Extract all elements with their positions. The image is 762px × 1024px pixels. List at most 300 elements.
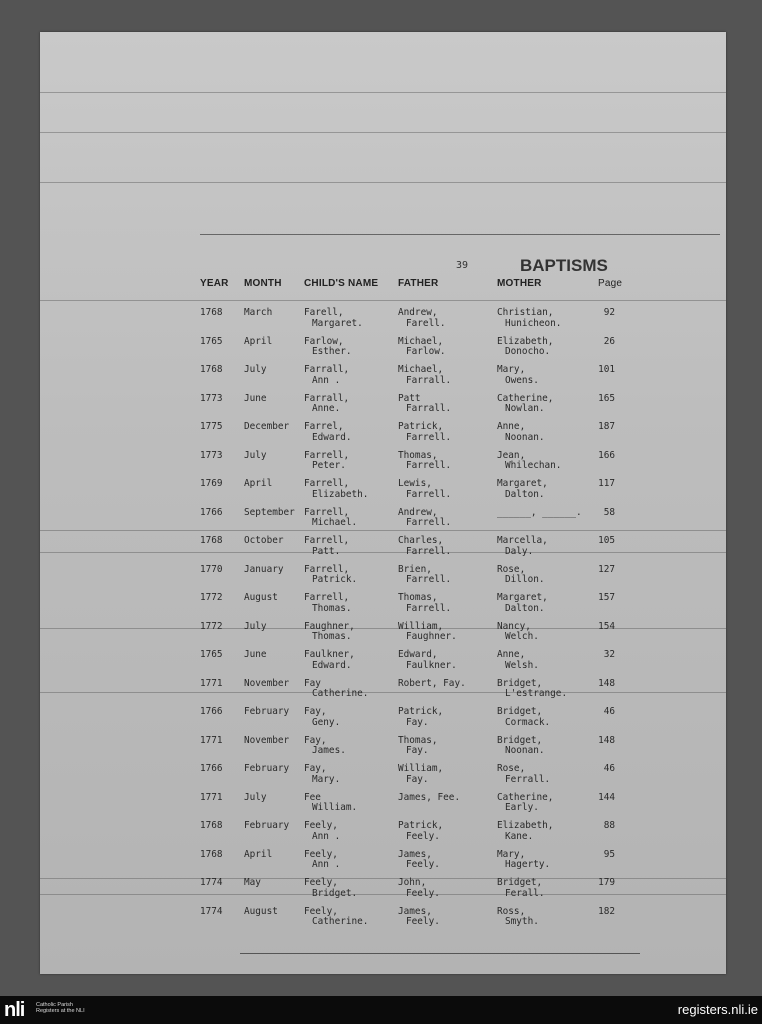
- entry-child-name-line1: Feely,: [304, 905, 338, 917]
- entry-mother-line1: Nancy,: [497, 620, 531, 632]
- entry-page-line1: 117: [598, 478, 615, 489]
- entry-father: [398, 308, 446, 329]
- entry-mother-line2: Daly.: [505, 545, 534, 557]
- entry-month-line1: February: [244, 820, 290, 831]
- entry-month-line1: April: [244, 478, 273, 489]
- entry-child-name-line1: Farrell,: [304, 592, 350, 603]
- entry-page: [595, 878, 615, 889]
- table-row: [40, 508, 726, 537]
- entry-father-line2: Farrell.: [406, 602, 452, 614]
- entry-child-name: [304, 479, 368, 500]
- entry-mother: [497, 821, 553, 842]
- entry-month-line1: February: [244, 706, 290, 717]
- entry-father-line2: Farell.: [406, 317, 446, 329]
- entry-mother: [497, 622, 539, 643]
- entry-page-line1: 148: [598, 734, 615, 746]
- entry-child-name-line2: Ann .: [312, 374, 341, 386]
- entry-mother: [497, 907, 539, 928]
- entry-mother-line2: Noonan.: [505, 745, 545, 756]
- entry-mother-line1: Mary,: [497, 848, 526, 860]
- table-row: [40, 736, 726, 765]
- entry-child-name: [304, 821, 340, 842]
- entry-page: [595, 365, 615, 376]
- entry-month: [244, 479, 272, 490]
- entry-month-line1: February: [244, 763, 290, 774]
- entry-mother-line2: Early.: [505, 802, 539, 813]
- entry-year: [200, 394, 223, 405]
- entry-child-name-line1: Fee: [304, 791, 321, 803]
- entry-child-name-line1: Faulkner,: [304, 649, 355, 660]
- entry-mother-line1: Margaret,: [497, 592, 548, 603]
- entry-year-line1: 1771: [200, 734, 223, 746]
- entry-page: [595, 821, 615, 832]
- entry-page-line1: 144: [598, 791, 615, 803]
- entry-child-name-line2: Catherine.: [312, 916, 369, 927]
- entry-mother-line1: Bridget,: [497, 706, 543, 717]
- entry-month: [244, 907, 278, 918]
- entry-page-line1: 101: [598, 364, 615, 375]
- entry-father-line1: John,: [398, 877, 427, 888]
- entry-child-name-line1: Farrell,: [304, 535, 350, 546]
- table-row: [40, 565, 726, 594]
- entry-month: [244, 821, 289, 832]
- entry-year-line1: 1768: [200, 535, 223, 546]
- entry-father: [398, 422, 451, 443]
- entry-mother-line2: Ferrall.: [505, 773, 551, 785]
- entry-child-name-line1: Farrel,: [304, 421, 344, 432]
- entry-child-name-line1: Farrall,: [304, 392, 350, 404]
- entry-month-line1: August: [244, 905, 278, 917]
- entry-child-name-line2: Patrick.: [312, 574, 358, 585]
- entry-mother: [497, 337, 553, 358]
- entry-page: [595, 479, 615, 490]
- entry-year: [200, 565, 223, 576]
- entry-page: [595, 394, 615, 405]
- entry-year-line1: 1772: [200, 620, 223, 632]
- entry-year-line1: 1771: [200, 791, 223, 803]
- entry-father: [398, 679, 466, 690]
- entry-page: [595, 764, 615, 775]
- column-header-month: MONTH: [244, 278, 282, 289]
- entry-father-line2: Farrell.: [406, 574, 452, 585]
- entry-child-name: [304, 565, 357, 586]
- entry-page-line1: 46: [603, 763, 615, 774]
- entry-page: [595, 536, 615, 547]
- entry-child-name: [304, 878, 357, 899]
- entry-year: [200, 479, 223, 490]
- entry-mother-line1: Catherine,: [497, 791, 554, 803]
- entry-month: [244, 451, 267, 462]
- entry-year: [200, 337, 223, 348]
- entry-year: [200, 707, 223, 718]
- entry-mother-line1: Jean,: [497, 449, 526, 461]
- entry-child-name: [304, 679, 368, 700]
- entry-mother-line1: Anne,: [497, 649, 526, 660]
- entry-father-line1: Andrew,: [398, 506, 438, 518]
- entry-page-line1: 165: [598, 392, 615, 404]
- entry-year-line1: 1769: [200, 478, 223, 489]
- entry-page-line1: 182: [598, 905, 615, 917]
- entry-father-line1: Brien,: [398, 563, 432, 575]
- entry-page: [595, 850, 615, 861]
- table-row: [40, 907, 726, 936]
- entry-page-line1: 148: [598, 677, 615, 689]
- entry-mother: [497, 565, 545, 586]
- entry-year: [200, 850, 223, 861]
- entry-year: [200, 736, 223, 747]
- entry-mother-line2: Donocho.: [505, 346, 551, 357]
- entry-page-line1: 88: [603, 820, 615, 831]
- entry-father-line2: Feely.: [406, 887, 440, 899]
- entry-father-line2: Farrell.: [406, 545, 452, 557]
- entry-father-line1: Michael,: [398, 364, 444, 375]
- entry-mother-line2: Hagerty.: [505, 859, 551, 870]
- entry-year: [200, 878, 223, 889]
- entry-mother-line2: L'estrange.: [505, 688, 568, 699]
- entry-child-name-line2: Elizabeth.: [312, 488, 369, 500]
- entry-month: [244, 878, 261, 889]
- table-row: [40, 308, 726, 337]
- entry-father-line1: Michael,: [398, 335, 444, 347]
- entry-month-line1: June: [244, 649, 267, 660]
- table-row: [40, 707, 726, 736]
- entry-child-name: [304, 622, 355, 643]
- entry-year: [200, 422, 223, 433]
- entry-month-line1: April: [244, 848, 273, 860]
- entry-child-name-line2: Thomas.: [312, 602, 352, 614]
- entry-mother-line1: Ross,: [497, 905, 526, 917]
- entry-year-line1: 1765: [200, 335, 223, 347]
- entry-child-name: [304, 365, 349, 386]
- entry-year: [200, 650, 223, 661]
- entry-child-name-line2: Patt.: [312, 545, 341, 557]
- column-header-father: FATHER: [398, 278, 439, 289]
- entry-child-name: [304, 536, 349, 557]
- entry-year: [200, 821, 223, 832]
- entry-father-line1: Edward,: [398, 649, 438, 660]
- column-header-page: Page: [598, 278, 623, 289]
- entry-mother-line1: Marcella,: [497, 535, 548, 546]
- entry-mother: [497, 679, 567, 700]
- entry-month-line1: March: [244, 307, 273, 318]
- entry-page-line1: 46: [603, 706, 615, 717]
- entry-year: [200, 622, 223, 633]
- table-row: [40, 622, 726, 651]
- entry-father-line1: Andrew,: [398, 307, 438, 318]
- site-link[interactable]: registers.nli.ie: [677, 1002, 758, 1017]
- entry-month-line1: May: [244, 877, 261, 888]
- entry-child-name-line1: Farrell,: [304, 449, 350, 461]
- entry-year-line1: 1775: [200, 421, 223, 432]
- entry-month-line1: October: [244, 535, 284, 546]
- column-header-year: YEAR: [200, 278, 229, 289]
- entry-year-line1: 1773: [200, 449, 223, 461]
- footer-rule: [240, 953, 640, 954]
- entry-page-line1: 105: [598, 535, 615, 546]
- entry-page-line1: 187: [598, 421, 615, 432]
- entry-month: [244, 536, 284, 547]
- table-row: [40, 821, 726, 850]
- entry-child-name-line2: James.: [312, 745, 346, 756]
- entry-page-line1: 58: [603, 506, 615, 518]
- entry-month: [244, 593, 278, 604]
- entry-child-name: [304, 707, 340, 728]
- entry-father-line2: Feely.: [406, 916, 440, 927]
- entry-page: [595, 593, 615, 604]
- entry-year: [200, 451, 223, 462]
- baptism-entries: [40, 308, 726, 935]
- entry-child-name-line2: Anne.: [312, 403, 341, 414]
- entry-mother: [497, 536, 548, 557]
- entry-father: [398, 907, 440, 928]
- entry-month: [244, 793, 267, 804]
- entry-month: [244, 764, 289, 775]
- entry-page: [595, 451, 615, 462]
- entry-child-name-line2: Peter.: [312, 460, 346, 471]
- entry-mother: [497, 451, 561, 472]
- entry-father-line2: Farrall.: [406, 374, 452, 386]
- entry-page-line1: 166: [598, 449, 615, 461]
- entry-child-name: [304, 736, 346, 757]
- entry-mother-line1: Margaret,: [497, 478, 548, 489]
- entry-year: [200, 365, 223, 376]
- entry-mother: [497, 479, 548, 500]
- entry-father-line1: James, Fee.: [398, 791, 461, 803]
- entry-month: [244, 622, 267, 633]
- entry-child-name: [304, 422, 352, 443]
- entry-father-line1: Charles,: [398, 535, 444, 546]
- entry-mother-line2: Kane.: [505, 830, 534, 842]
- entry-child-name: [304, 451, 349, 472]
- entry-child-name-line2: Michael.: [312, 517, 358, 528]
- entry-father: [398, 508, 451, 529]
- entry-mother: [497, 793, 553, 814]
- entry-mother-line1: Elizabeth,: [497, 335, 554, 347]
- entry-mother-line2: Nowlan.: [505, 403, 545, 414]
- entry-month-line1: August: [244, 592, 278, 603]
- entry-page: [595, 793, 615, 804]
- entry-year-line1: 1768: [200, 820, 223, 831]
- entry-mother-line1: Anne,: [497, 421, 526, 432]
- entry-year: [200, 764, 223, 775]
- entry-father-line1: Patrick,: [398, 421, 444, 432]
- entry-month: [244, 394, 267, 405]
- entry-father-line2: Farrell.: [406, 517, 452, 528]
- entry-year: [200, 508, 223, 519]
- entry-year-line1: 1766: [200, 763, 223, 774]
- entry-month-line1: July: [244, 620, 267, 632]
- entry-child-name-line2: Geny.: [312, 716, 341, 728]
- entry-year: [200, 907, 223, 918]
- entry-mother: [497, 707, 550, 728]
- entry-page: [595, 337, 615, 348]
- entry-child-name-line2: Edward.: [312, 659, 352, 671]
- entry-father-line1: Robert, Fay.: [398, 677, 466, 689]
- entry-father: [398, 394, 451, 415]
- entry-mother-line1: Rose,: [497, 563, 526, 575]
- entry-mother: [497, 650, 539, 671]
- entry-year-line1: 1774: [200, 877, 223, 888]
- entry-mother-line2: Owens.: [505, 374, 539, 386]
- entry-year-line1: 1771: [200, 677, 223, 689]
- entry-year: [200, 793, 223, 804]
- entry-father-line1: William,: [398, 763, 444, 774]
- entry-mother-line1: Bridget,: [497, 734, 543, 746]
- entry-father-line2: Fay.: [406, 773, 429, 785]
- entry-page-line1: 92: [603, 307, 615, 318]
- entry-child-name: [304, 907, 368, 928]
- entry-mother: [497, 422, 545, 443]
- entry-year-line1: 1766: [200, 706, 223, 717]
- entry-month: [244, 707, 289, 718]
- entry-page: [595, 622, 615, 633]
- entry-month-line1: January: [244, 563, 284, 575]
- entry-father-line1: Patrick,: [398, 706, 444, 717]
- entry-page: [595, 508, 615, 519]
- entry-mother-line2: Whilechan.: [505, 460, 562, 471]
- entry-father: [398, 365, 451, 386]
- entry-father: [398, 479, 451, 500]
- logo-caption: Catholic Parish Registers at the NLI: [36, 1002, 85, 1014]
- entry-father: [398, 764, 443, 785]
- entry-child-name-line1: Fay,: [304, 706, 327, 717]
- entry-year-line1: 1765: [200, 649, 223, 660]
- entry-month-line1: April: [244, 335, 273, 347]
- entry-year-line1: 1766: [200, 506, 223, 518]
- entry-father: [398, 707, 443, 728]
- table-row: [40, 878, 726, 907]
- entry-child-name-line1: Faughner,: [304, 620, 355, 632]
- entry-child-name-line2: Bridget.: [312, 887, 358, 899]
- table-row: [40, 422, 726, 451]
- entry-father-line2: Farrell.: [406, 460, 452, 471]
- entry-page: [595, 565, 615, 576]
- entry-child-name: [304, 593, 352, 614]
- entry-father-line2: Farrall.: [406, 403, 452, 414]
- entry-month-line1: July: [244, 364, 267, 375]
- entry-father: [398, 536, 451, 557]
- entry-child-name-line1: Feely,: [304, 877, 338, 888]
- entry-page-line1: 127: [598, 563, 615, 575]
- entry-month: [244, 365, 267, 376]
- entry-child-name-line2: Margaret.: [312, 317, 363, 329]
- page-number: 39: [456, 260, 469, 271]
- entry-year-line1: 1770: [200, 563, 223, 575]
- entry-month-line1: June: [244, 392, 267, 404]
- table-row: [40, 679, 726, 708]
- column-header-mother: MOTHER: [497, 278, 542, 289]
- entry-father-line2: Fay.: [406, 745, 429, 756]
- entry-father-line2: Farrell.: [406, 488, 452, 500]
- entry-father-line1: Lewis,: [398, 478, 432, 489]
- entry-mother: [497, 508, 582, 519]
- entry-father: [398, 593, 451, 614]
- entry-father-line2: Faulkner.: [406, 659, 457, 671]
- entry-mother-line2: Welch.: [505, 631, 539, 642]
- entry-child-name-line2: Ann .: [312, 830, 341, 842]
- table-row: [40, 337, 726, 366]
- table-row: [40, 394, 726, 423]
- entry-child-name-line1: Fay: [304, 677, 321, 689]
- page-title: BAPTISMS: [520, 256, 608, 275]
- entry-child-name-line1: Fay,: [304, 734, 327, 746]
- entry-mother-line1: Elizabeth,: [497, 820, 554, 831]
- entry-mother-line1: Catherine,: [497, 392, 554, 404]
- entry-child-name-line2: William.: [312, 802, 358, 813]
- table-row: [40, 365, 726, 394]
- entry-child-name: [304, 650, 355, 671]
- entry-father: [398, 451, 451, 472]
- entry-child-name-line2: Esther.: [312, 346, 352, 357]
- entry-page-line1: 32: [603, 649, 615, 660]
- entry-mother-line2: Cormack.: [505, 716, 551, 728]
- entry-month: [244, 337, 272, 348]
- entry-year-line1: 1768: [200, 364, 223, 375]
- table-row: [40, 793, 726, 822]
- entry-child-name: [304, 850, 340, 871]
- nli-logo[interactable]: nli: [4, 999, 25, 1021]
- entry-mother: [497, 764, 550, 785]
- entry-page-line1: 157: [598, 592, 615, 603]
- entry-mother: [497, 365, 539, 386]
- entry-page: [595, 736, 615, 747]
- entry-father-line2: Faughner.: [406, 631, 457, 642]
- entry-page: [595, 907, 615, 918]
- entry-month: [244, 422, 289, 433]
- entry-mother: [497, 308, 561, 329]
- entry-month: [244, 679, 289, 690]
- header-rule: [200, 234, 720, 235]
- entry-child-name: [304, 793, 357, 814]
- entry-page-line1: 179: [598, 877, 615, 888]
- entry-father: [398, 565, 451, 586]
- entry-father: [398, 793, 460, 804]
- entry-year-line1: 1768: [200, 307, 223, 318]
- entry-child-name-line1: Farell,: [304, 307, 344, 318]
- entry-mother-line2: Dillon.: [505, 574, 545, 585]
- table-row: [40, 764, 726, 793]
- entry-child-name: [304, 394, 349, 415]
- entry-father: [398, 850, 440, 871]
- entry-father: [398, 622, 457, 643]
- entry-year-line1: 1774: [200, 905, 223, 917]
- table-row: [40, 850, 726, 879]
- entry-child-name-line1: Farlow,: [304, 335, 344, 347]
- entry-child-name-line1: Farrell,: [304, 506, 350, 518]
- entry-father-line1: Thomas,: [398, 592, 438, 603]
- entry-month-line1: July: [244, 791, 267, 803]
- entry-page: [595, 650, 615, 661]
- entry-child-name-line1: Feely,: [304, 848, 338, 860]
- entry-mother: [497, 850, 550, 871]
- table-row: [40, 536, 726, 565]
- entry-year: [200, 536, 223, 547]
- entry-mother-line2: Noonan.: [505, 431, 545, 443]
- entry-month-line1: November: [244, 677, 290, 689]
- entry-year: [200, 679, 223, 690]
- entry-month: [244, 508, 295, 519]
- entry-father: [398, 650, 457, 671]
- entry-child-name-line2: Catherine.: [312, 688, 369, 699]
- entry-year-line1: 1768: [200, 848, 223, 860]
- entry-page: [595, 308, 615, 319]
- entry-father: [398, 878, 440, 899]
- column-header-child: CHILD'S NAME: [304, 278, 379, 289]
- entry-father-line2: Feely.: [406, 859, 440, 870]
- entry-mother-line2: Smyth.: [505, 916, 539, 927]
- entry-child-name-line1: Fay,: [304, 763, 327, 774]
- entry-month: [244, 308, 272, 319]
